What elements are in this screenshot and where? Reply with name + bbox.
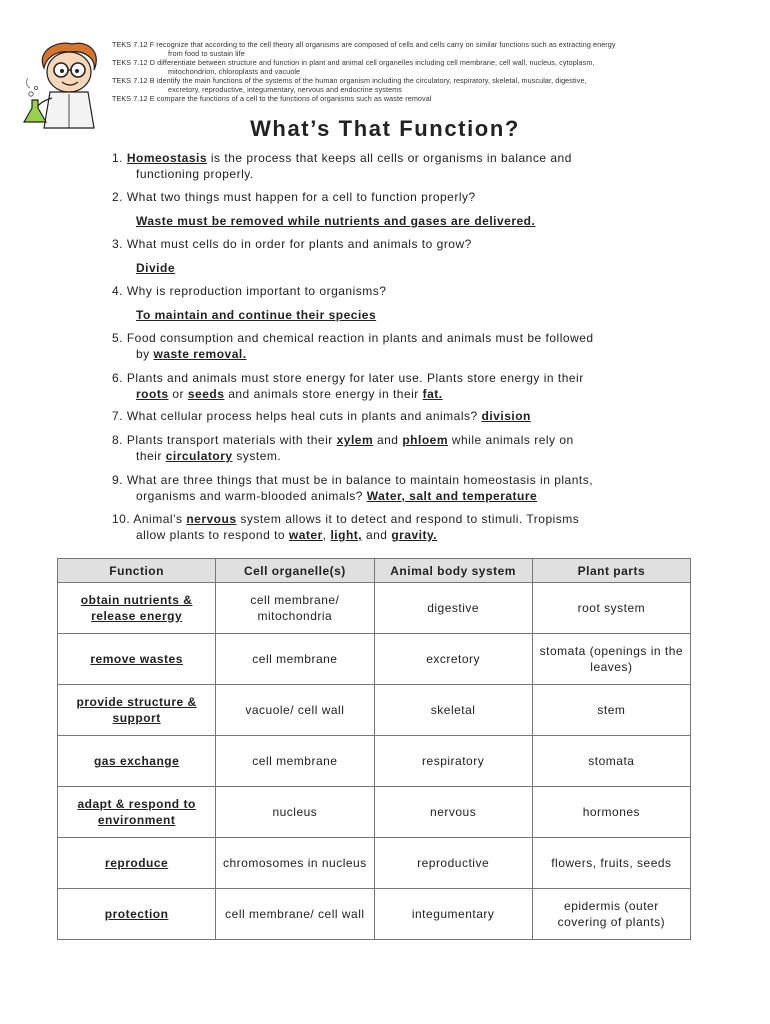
table-row (58, 889, 691, 940)
question-8 (112, 432, 672, 464)
table-cell: stem (532, 685, 690, 736)
question-text: or (168, 387, 188, 401)
question-text: and animals store energy in their (224, 387, 423, 401)
question-1 (112, 150, 672, 182)
answer: xylem (336, 433, 374, 447)
column-header: Function (58, 559, 216, 583)
question-text: allow plants to respond to (136, 528, 289, 542)
teks-line: mitochondrion, chloroplasts and vacuole (168, 67, 301, 76)
question-text: organisms and warm-blooded animals? (136, 489, 367, 503)
question-text: 6. Plants and animals must store energy for later use. Plants store energy in their (112, 371, 584, 385)
question-text: by (136, 347, 154, 361)
function-table (57, 558, 691, 940)
question-4 (112, 283, 672, 323)
answer: phloem (402, 433, 448, 447)
table-cell: obtain nutrients & release energy (58, 583, 216, 634)
table-cell: respiratory (374, 736, 532, 787)
question-10 (112, 511, 672, 543)
table-row (58, 685, 691, 736)
table-row (58, 787, 691, 838)
teks-line: TEKS 7.12 F recognize that according to the cell theory all organisms are composed of cells and cells carry on similar functions such as extracting energy (112, 40, 616, 49)
table-cell: cell membrane (216, 736, 374, 787)
teks-standards (112, 40, 752, 103)
table-cell: excretory (374, 634, 532, 685)
question-text: and (373, 433, 403, 447)
answer: seeds (187, 387, 225, 401)
answer: division (481, 409, 531, 423)
question-text: 3. What must cells do in order for plants and animals to grow? (112, 237, 472, 251)
question-text: their (136, 449, 166, 463)
table-cell: cell membrane/ cell wall (216, 889, 374, 940)
question-text: 2. What two things must happen for a cell to function properly? (112, 190, 476, 204)
column-header: Cell organelle(s) (216, 559, 374, 583)
table-row (58, 583, 691, 634)
table-cell: stomata (532, 736, 690, 787)
table-cell: vacuole/ cell wall (216, 685, 374, 736)
table-cell: stomata (openings in the leaves) (532, 634, 690, 685)
answer: water (288, 528, 323, 542)
question-text: system. (232, 449, 282, 463)
answer: Water, salt and temperature (366, 489, 538, 503)
table-cell: nucleus (216, 787, 374, 838)
column-header: Plant parts (532, 559, 690, 583)
question-6 (112, 370, 672, 402)
table-cell: protection (58, 889, 216, 940)
table-header-row (58, 559, 691, 583)
table-cell: integumentary (374, 889, 532, 940)
answer: fat. (422, 387, 443, 401)
table-cell: reproductive (374, 838, 532, 889)
question-9 (112, 472, 672, 504)
answer: waste removal. (153, 347, 247, 361)
answer: nervous (186, 512, 237, 526)
table-cell: gas exchange (58, 736, 216, 787)
table-row (58, 838, 691, 889)
table-cell: reproduce (58, 838, 216, 889)
teks-line: excretory, reproductive, integumentary, nervous and endocrine systems (168, 85, 402, 94)
page-title: What’s That Function? (250, 116, 520, 141)
teks-line: from food to sustain life (168, 49, 245, 58)
answer: roots (136, 387, 169, 401)
answer: Divide (136, 261, 176, 275)
table-cell: flowers, fruits, seeds (532, 838, 690, 889)
question-text: 4. Why is reproduction important to organisms? (112, 284, 387, 298)
table-row (58, 736, 691, 787)
answer: Waste must be removed while nutrients and gases are delivered. (136, 214, 536, 228)
question-text: , (322, 528, 331, 542)
question-text: while animals rely on (448, 433, 574, 447)
teks-line: TEKS 7.12 E compare the functions of a cell to the functions of organisms such as waste removal (112, 94, 432, 103)
column-header: Animal body system (374, 559, 532, 583)
table-cell: root system (532, 583, 690, 634)
table-cell: epidermis (outer covering of plants) (532, 889, 690, 940)
teks-line: TEKS 7.12 D differentiate between structure and function in plant and animal cell organelles including cell membrane, cell wall, nucleus, cytoplasm, (112, 58, 595, 67)
question-3 (112, 236, 672, 276)
answer: light, (330, 528, 363, 542)
question-text: system allows it to detect and respond to stimuli. Tropisms (236, 512, 580, 526)
table-cell: nervous (374, 787, 532, 838)
table-cell: cell membrane/ mitochondria (216, 583, 374, 634)
question-number: 1. (112, 151, 127, 165)
question-text: 8. Plants transport materials with their (112, 433, 337, 447)
answer: Homeostasis (126, 151, 208, 165)
question-text: 5. Food consumption and chemical reaction in plants and animals must be followed (112, 331, 594, 345)
question-text: 9. What are three things that must be in balance to maintain homeostasis in plants, (112, 473, 594, 487)
table-cell: hormones (532, 787, 690, 838)
question-text: 10. Animal’s (112, 512, 187, 526)
table-cell: skeletal (374, 685, 532, 736)
table-cell: chromosomes in nucleus (216, 838, 374, 889)
question-7 (112, 408, 672, 424)
table-cell: remove wastes (58, 634, 216, 685)
answer: To maintain and continue their species (136, 308, 377, 322)
question-text: and (362, 528, 392, 542)
table-cell: cell membrane (216, 634, 374, 685)
table-cell: provide structure & support (58, 685, 216, 736)
question-5 (112, 330, 672, 362)
question-text: functioning properly. (136, 167, 254, 181)
question-2 (112, 189, 672, 229)
answer: gravity. (391, 528, 438, 542)
question-text: is the process that keeps all cells or organisms in balance and (207, 151, 572, 165)
table-cell: adapt & respond to environment (58, 787, 216, 838)
teks-line: TEKS 7.12 B identify the main functions of the systems of the human organism including the circulatory, respiratory, skeletal, muscular, digestive, (112, 76, 587, 85)
answer: circulatory (165, 449, 233, 463)
table-cell: digestive (374, 583, 532, 634)
table-row (58, 634, 691, 685)
question-text: 7. What cellular process helps heal cuts in plants and animals? (112, 409, 482, 423)
